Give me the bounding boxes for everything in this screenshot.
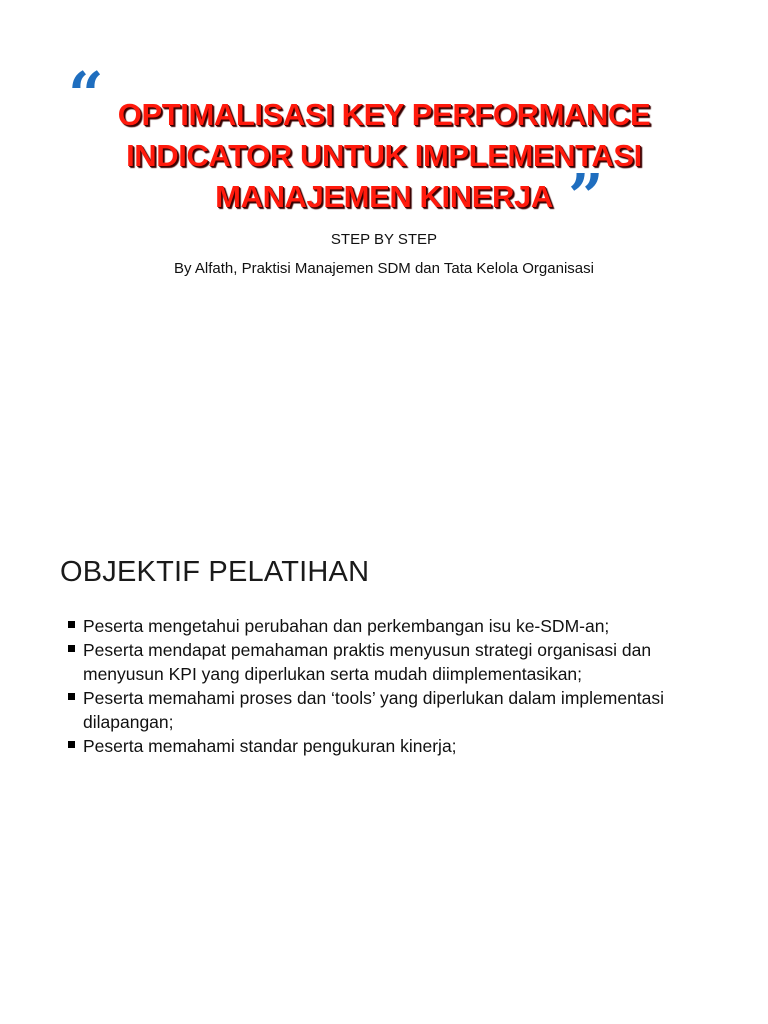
objectives-slide: [0, 512, 768, 1024]
list-item: [68, 614, 718, 638]
list-item-text: Peserta mendapat pemahaman praktis menyusun strategi organisasi dan menyusun KPI yang diperlukan serta mudah diimplementasikan;: [83, 640, 652, 684]
list-item-text: Peserta memahami proses dan ‘tools’ yang diperlukan dalam implementasi dilapangan;: [83, 688, 665, 732]
list-item: [68, 686, 718, 734]
title-line-2: INDICATOR UNTUK IMPLEMENTASI: [126, 138, 642, 173]
title-line-1: OPTIMALISASI KEY PERFORMANCE: [117, 97, 651, 132]
list-item-text: Peserta mengetahui perubahan dan perkembangan isu ke-SDM-an;: [83, 616, 610, 636]
title-line-3: MANAJEMEN KINERJA: [215, 179, 553, 214]
objectives-list: [68, 614, 718, 758]
list-item-text: Peserta memahami standar pengukuran kinerja;: [83, 736, 457, 756]
square-bullet-icon: [68, 645, 75, 652]
list-item: [68, 638, 718, 686]
list-item: [68, 734, 718, 758]
open-quote-mark: “: [68, 58, 104, 131]
author-line: By Alfath, Praktisi Manajemen SDM dan Tata Kelola Organisasi: [174, 260, 594, 277]
square-bullet-icon: [68, 693, 75, 700]
square-bullet-icon: [68, 621, 75, 628]
subtitle: STEP BY STEP: [330, 231, 438, 248]
square-bullet-icon: [68, 741, 75, 748]
close-quote-mark: ”: [568, 160, 604, 233]
section-heading: OBJEKTIF PELATIHAN: [60, 556, 370, 588]
